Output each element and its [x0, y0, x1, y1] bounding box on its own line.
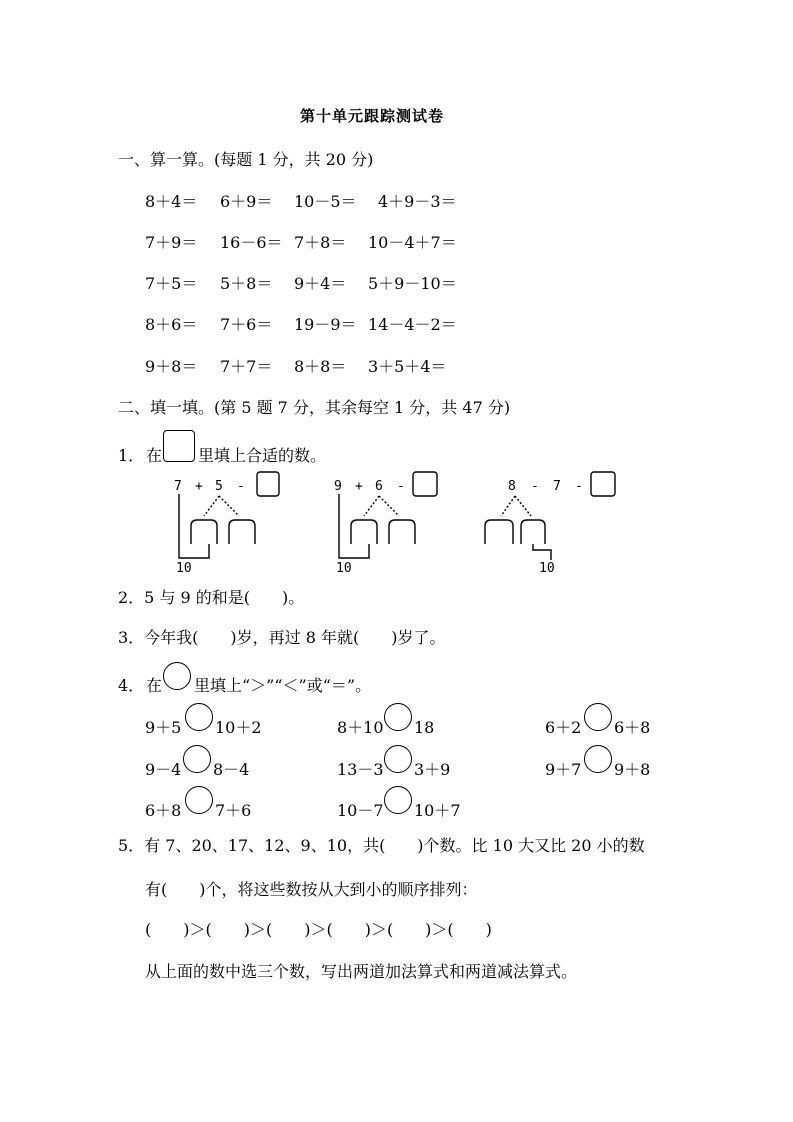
calc-item: 14－4－2＝	[368, 315, 457, 334]
calc-item: 3＋5＋4＝	[368, 357, 447, 376]
q4-prefix: 在	[146, 676, 163, 695]
calc-item: 8＋8＝	[294, 357, 347, 376]
q5-order-blanks: ( )＞( )＞( )＞( )＞( )＞( )	[145, 920, 492, 939]
answer-box	[257, 472, 279, 496]
compare-circle[interactable]	[185, 786, 213, 814]
diagram-2-a: 9	[334, 479, 342, 494]
compare-circle[interactable]	[584, 703, 612, 731]
diagram-3-a: 8	[508, 479, 516, 494]
circle-sample	[163, 662, 191, 690]
compare-circle[interactable]	[584, 745, 612, 773]
calc-item: 7＋8＝	[294, 233, 347, 252]
calc-item: 5＋9－10＝	[368, 274, 457, 293]
calc-item: 9＋8＝	[145, 357, 198, 376]
calc-item: 7＋6＝	[220, 315, 273, 334]
compare-right: 10＋7	[414, 801, 461, 820]
calc-item: 7＋7＝	[220, 357, 273, 376]
calc-item: 7＋9＝	[145, 233, 198, 252]
compare-right: 3＋9	[414, 760, 451, 779]
answer-box-sample	[163, 430, 195, 462]
page-title: 第十单元跟踪测试卷	[300, 107, 445, 125]
compare-circle[interactable]	[384, 786, 412, 814]
q1-prefix: 在	[146, 446, 163, 465]
compare-circle[interactable]	[183, 745, 211, 773]
calc-item: 4＋9－3＝	[378, 192, 457, 211]
compare-right: 18	[414, 718, 435, 737]
diagram-1-eq: -	[237, 479, 245, 494]
compare-right: 7＋6	[215, 801, 252, 820]
compare-right: 6＋8	[614, 718, 651, 737]
answer-box	[591, 472, 615, 496]
q4-suffix: 里填上“＞”“＜”或“＝”。	[194, 676, 372, 695]
diagram-1-ten: 10	[176, 561, 192, 576]
diagram-2-ten: 10	[336, 561, 352, 576]
calc-item: 8＋4＝	[145, 192, 198, 211]
q3-text: 3．今年我( )岁，再过 8 年就( )岁了。	[118, 628, 446, 647]
compare-right: 9＋8	[614, 760, 651, 779]
diagram-3-op: -	[531, 479, 539, 494]
compare-right: 10＋2	[215, 718, 262, 737]
compare-circle[interactable]	[384, 703, 412, 731]
diagram-3-eq: -	[575, 479, 583, 494]
section2-heading: 二、填一填。(第 5 题 7 分，其余每空 1 分，共 47 分)	[118, 398, 511, 417]
calc-item: 16－6＝	[220, 233, 283, 252]
q2-text: 2．5 与 9 的和是( )。	[118, 588, 305, 607]
calc-item: 6＋9＝	[220, 192, 273, 211]
compare-circle[interactable]	[185, 703, 213, 731]
diagram-1-b: 5	[215, 479, 223, 494]
calc-item: 10－5＝	[294, 192, 357, 211]
diagram-2-eq: -	[397, 479, 405, 494]
diagram-2-b: 6	[375, 479, 383, 494]
compare-left: 9－4	[145, 760, 182, 779]
compare-left: 10－7	[337, 801, 384, 820]
compare-right: 8－4	[213, 760, 250, 779]
q1-suffix: 里填上合适的数。	[198, 446, 327, 465]
compare-left: 9＋5	[145, 718, 182, 737]
diagram-3	[485, 472, 615, 576]
compare-left: 6＋8	[145, 801, 182, 820]
compare-left: 6＋2	[545, 718, 582, 737]
compare-left: 13－3	[337, 760, 384, 779]
calc-item: 7＋5＝	[145, 274, 198, 293]
diagram-3-b: 7	[553, 479, 561, 494]
diagram-2-op: +	[355, 479, 363, 494]
answer-box	[413, 472, 437, 496]
diagram-1	[174, 472, 279, 576]
diagram-1-a: 7	[174, 479, 182, 494]
q5-line4: 从上面的数中选三个数，写出两道加法算式和两道减法算式。	[145, 962, 578, 981]
section1-heading: 一、算一算。(每题 1 分，共 20 分)	[118, 150, 374, 169]
q1-number: 1．	[118, 446, 145, 465]
q5-line1: 5．有 7、20、17、12、9、10，共( )个数。比 10 大又比 20 小的数	[118, 836, 645, 855]
q5-line2: 有( )个，将这些数按从大到小的顺序排列：	[145, 880, 478, 899]
calc-item: 5＋8＝	[220, 274, 273, 293]
q4-number: 4．	[118, 676, 145, 695]
diagram-1-op: +	[195, 479, 203, 494]
calc-item: 9＋4＝	[294, 274, 347, 293]
calc-item: 8＋6＝	[145, 315, 198, 334]
calc-item: 10－4＋7＝	[368, 233, 457, 252]
compare-left: 8＋10	[337, 718, 384, 737]
diagram-3-ten: 10	[539, 561, 555, 576]
compare-left: 9＋7	[545, 760, 582, 779]
compare-circle[interactable]	[384, 745, 412, 773]
calc-item: 19－9＝	[294, 315, 357, 334]
make-ten-diagrams	[165, 466, 645, 578]
diagram-2	[334, 472, 437, 576]
